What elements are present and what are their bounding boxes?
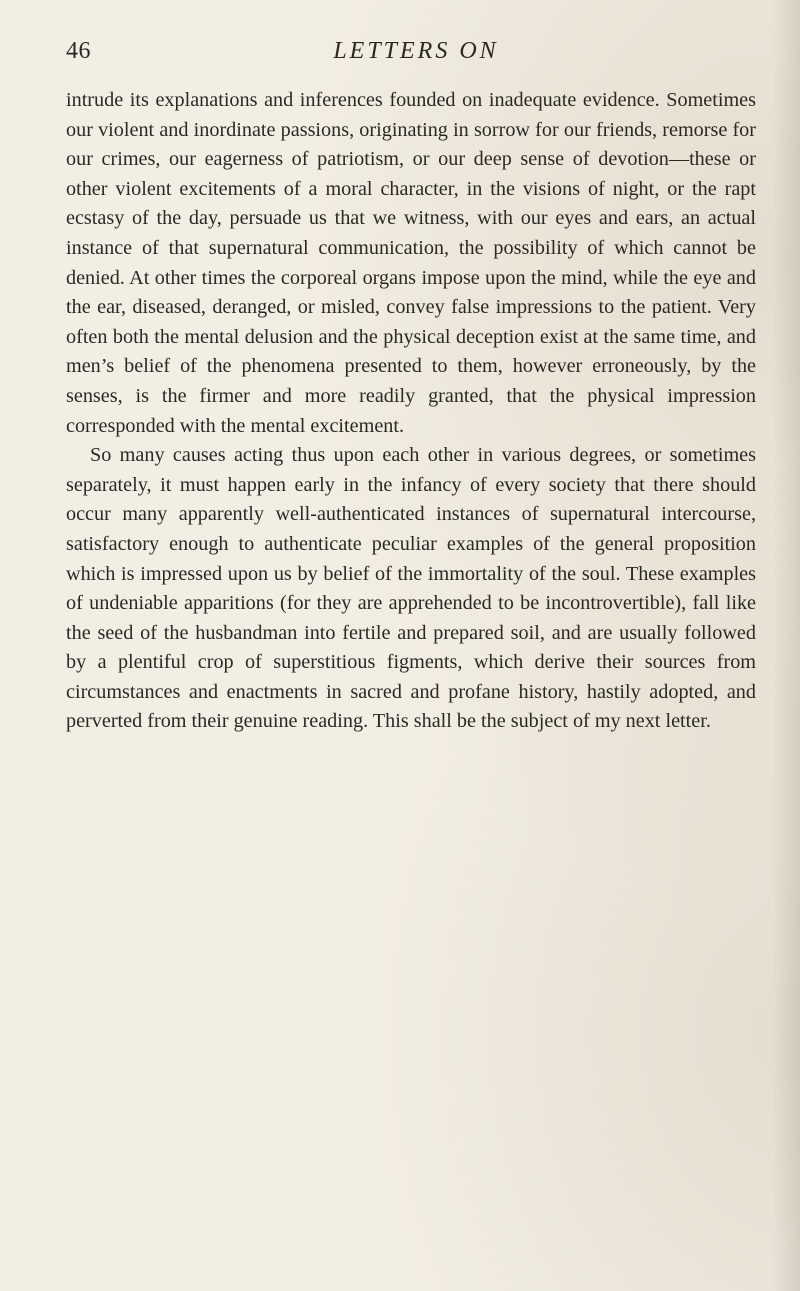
body-text <box>66 86 756 737</box>
paragraph-continued: intrude its explanations and inferences founded on inadequate evidence. Sometimes our violent and inordinate passions, originating in sorrow for our friends, remorse for our crimes, our eagerness of patriotism, or our deep sense of devotion—these or other violent excitements of a moral character, in the visions of night, or the rapt ecstasy of the day, persuade us that we witness, with our eyes and ears, an actual instance of that supernatural communication, the possibility of which cannot be denied. At other times the corporeal organs impose upon the mind, while the eye and the ear, diseased, deranged, or misled, convey false impressions to the patient. Very often both the mental delusion and the physical deception exist at the same time, and men’s belief of the phenomena presented to them, however erroneously, by the senses, is the firmer and more readily granted, that the physical impression corresponded with the mental excitement. <box>66 89 756 437</box>
paragraph-so-many-causes: So many causes acting thus upon each other in various degrees, or sometimes separately, it must happen early in the infancy of every society that there should occur many apparently well-authenticated instances of supernatural intercourse, satisfactory enough to authenticate peculiar examples of the general proposition which is impressed upon us by belief of the immortality of the soul. These examples of undeniable apparitions (for they are apprehended to be incontrovertible), fall like the seed of the husbandman into fertile and prepared soil, and are usually followed by a plentiful crop of superstitious figments, which derive their sources from circumstances and enactments in sacred and profane history, hastily adopted, and perverted from their genuine reading. This shall be the subject of my next letter. <box>66 444 756 733</box>
page-edge-shadow <box>772 0 800 1291</box>
running-head <box>66 36 756 72</box>
running-title: LETTERS ON <box>333 38 499 64</box>
page-number: 46 <box>66 38 91 64</box>
